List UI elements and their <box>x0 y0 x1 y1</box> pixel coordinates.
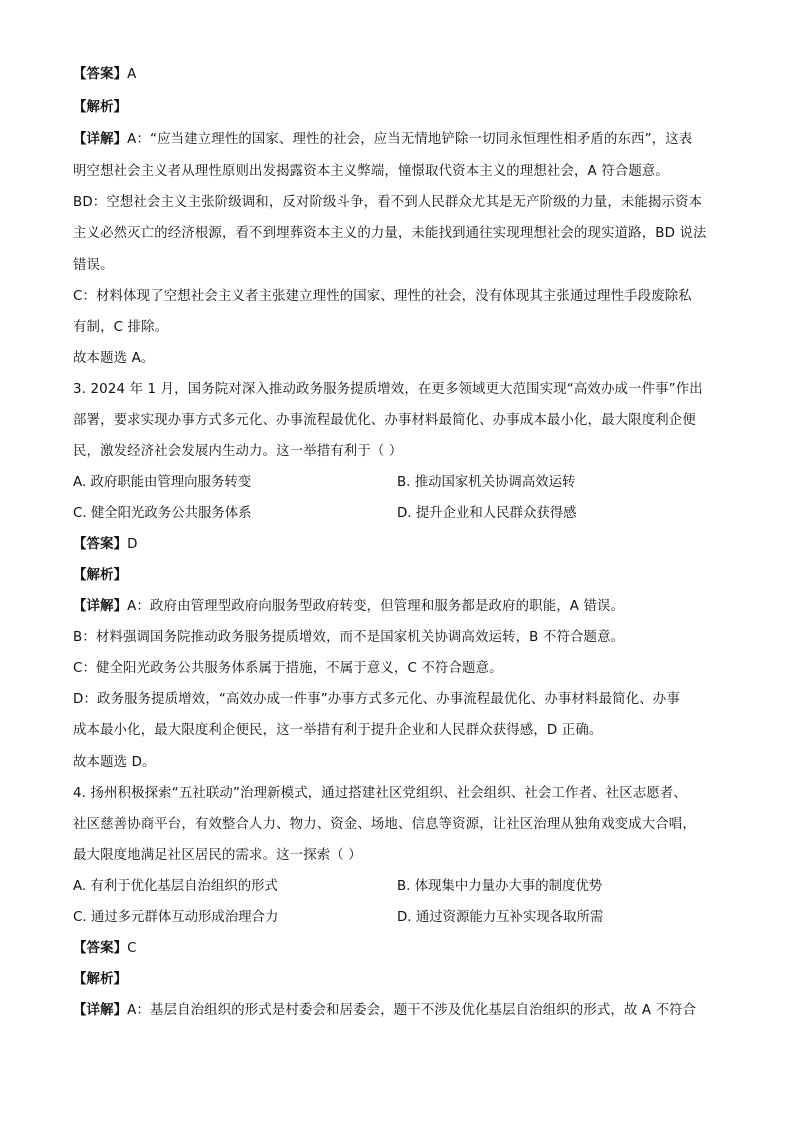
q4-option-b: B. 体现集中力量办大事的制度优势 <box>397 879 603 894</box>
q3-detail-line-3: C：健全阳光政务公共服务体系属于措施，不属于意义，C 不符合题意。 <box>73 661 503 676</box>
q3-detail-line-4: D：政务服务提质增效，“高效办成一件事”办事方式多元化、办事流程最优化、办事材料最简化、办事 <box>73 692 680 707</box>
q2-answer-line <box>73 66 733 84</box>
q2-detail-line-4: 主义必然灭亡的经济根源，看不到埋葬资本主义的力量，未能找到通往实现理想社会的现实道路，BD 说法 <box>73 226 707 241</box>
q4-stem-line-1: 4. 扬州积极探索“五社联动”治理新模式，通过搭建社区党组织、社会组织、社会工作者、社区志愿者、 <box>73 786 687 801</box>
q4-option-d: D. 通过资源能力互补实现各取所需 <box>397 910 604 925</box>
detail-tag: 【详解】 <box>73 132 128 147</box>
q4-analysis-tag: 【解析】 <box>73 972 128 987</box>
q3-option-c: C. 健全阳光政务公共服务体系 <box>73 506 252 521</box>
q4-stem-line-3: 最大限度地满足社区居民的需求。这一探索（ ） <box>73 848 362 863</box>
q3-conclusion: 故本题选 D。 <box>73 755 156 770</box>
answer-value: D <box>127 537 138 552</box>
q4-option-a: A. 有利于优化基层自治组织的形式 <box>73 879 278 894</box>
q3-option-a: A. 政府职能由管理向服务转变 <box>73 475 252 490</box>
q2-detail-line-3: BD：空想社会主义主张阶级调和，反对阶级斗争，看不到人民群众尤其是无产阶级的力量，未能揭示资本 <box>73 195 703 210</box>
q2-detail-line-6: C：材料体现了空想社会主义者主张建立理性的国家、理性的社会，没有体现其主张通过理性手段废除私 <box>73 289 692 304</box>
answer-tag: 【答案】 <box>73 67 128 82</box>
q2-detail-line-5: 错误。 <box>73 258 114 273</box>
q4-detail-line-1: 【详解】A：基层自治组织的形式是村委会和居委会，题干不涉及优化基层自治组织的形式，故 A 不符合 <box>73 1003 697 1018</box>
q2-conclusion: 故本题选 A。 <box>73 351 155 366</box>
q4-option-c: C. 通过多元群体互动形成治理合力 <box>73 910 279 925</box>
answer-tag: 【答案】 <box>73 941 128 956</box>
q2-detail-line-2: 明空想社会主义者从理性原则出发揭露资本主义弊端，憧憬取代资本主义的理想社会，A 符合题意。 <box>73 164 669 179</box>
q3-answer-line <box>73 536 733 554</box>
answer-tag: 【答案】 <box>73 537 128 552</box>
q3-detail-line-1: 【详解】A：政府由管理型政府向服务型政府转变，但管理和服务都是政府的职能，A 错误。 <box>73 599 625 614</box>
q3-detail-line-5: 成本最小化，最大限度利企便民，这一举措有利于提升企业和人民群众获得感，D 正确。 <box>73 723 603 738</box>
detail-tag: 【详解】 <box>73 1003 128 1018</box>
answer-value: C <box>127 941 137 956</box>
detail-tag: 【详解】 <box>73 599 128 614</box>
q4-answer-line <box>73 940 733 958</box>
q3-stem-line-3: 民，激发经济社会发展内生动力。这一举措有利于（ ） <box>73 444 403 459</box>
q3-detail-line-2: B：材料强调国务院推动政务服务提质增效，而不是国家机关协调高效运转，B 不符合题意。 <box>73 630 625 645</box>
q4-stem-line-2: 社区慈善协商平台，有效整合人力、物力、资金、场地、信息等资源，让社区治理从独角戏变成大合唱， <box>73 817 696 832</box>
q2-analysis-tag: 【解析】 <box>73 100 128 115</box>
q3-analysis-tag: 【解析】 <box>73 568 128 583</box>
answer-value: A <box>127 67 137 82</box>
q3-option-b: B. 推动国家机关协调高效运转 <box>397 475 576 490</box>
q2-detail-line-1: 【详解】A：“应当建立理性的国家、理性的社会，应当无情地铲除一切同永恒理性相矛盾的东西”，这表 <box>73 132 693 147</box>
q3-stem-line-1: 3. 2024 年 1 月，国务院对深入推动政务服务提质增效，在更多领域更大范围实现“高效办成一件事”作出 <box>73 382 703 397</box>
q2-detail-line-7: 有制，C 排除。 <box>73 320 169 335</box>
q3-stem-line-2: 部署，要求实现办事方式多元化、办事流程最优化、办事材料最简化、办事成本最小化，最大限度利企便 <box>73 413 696 428</box>
q3-option-d: D. 提升企业和人民群众获得感 <box>397 506 577 521</box>
